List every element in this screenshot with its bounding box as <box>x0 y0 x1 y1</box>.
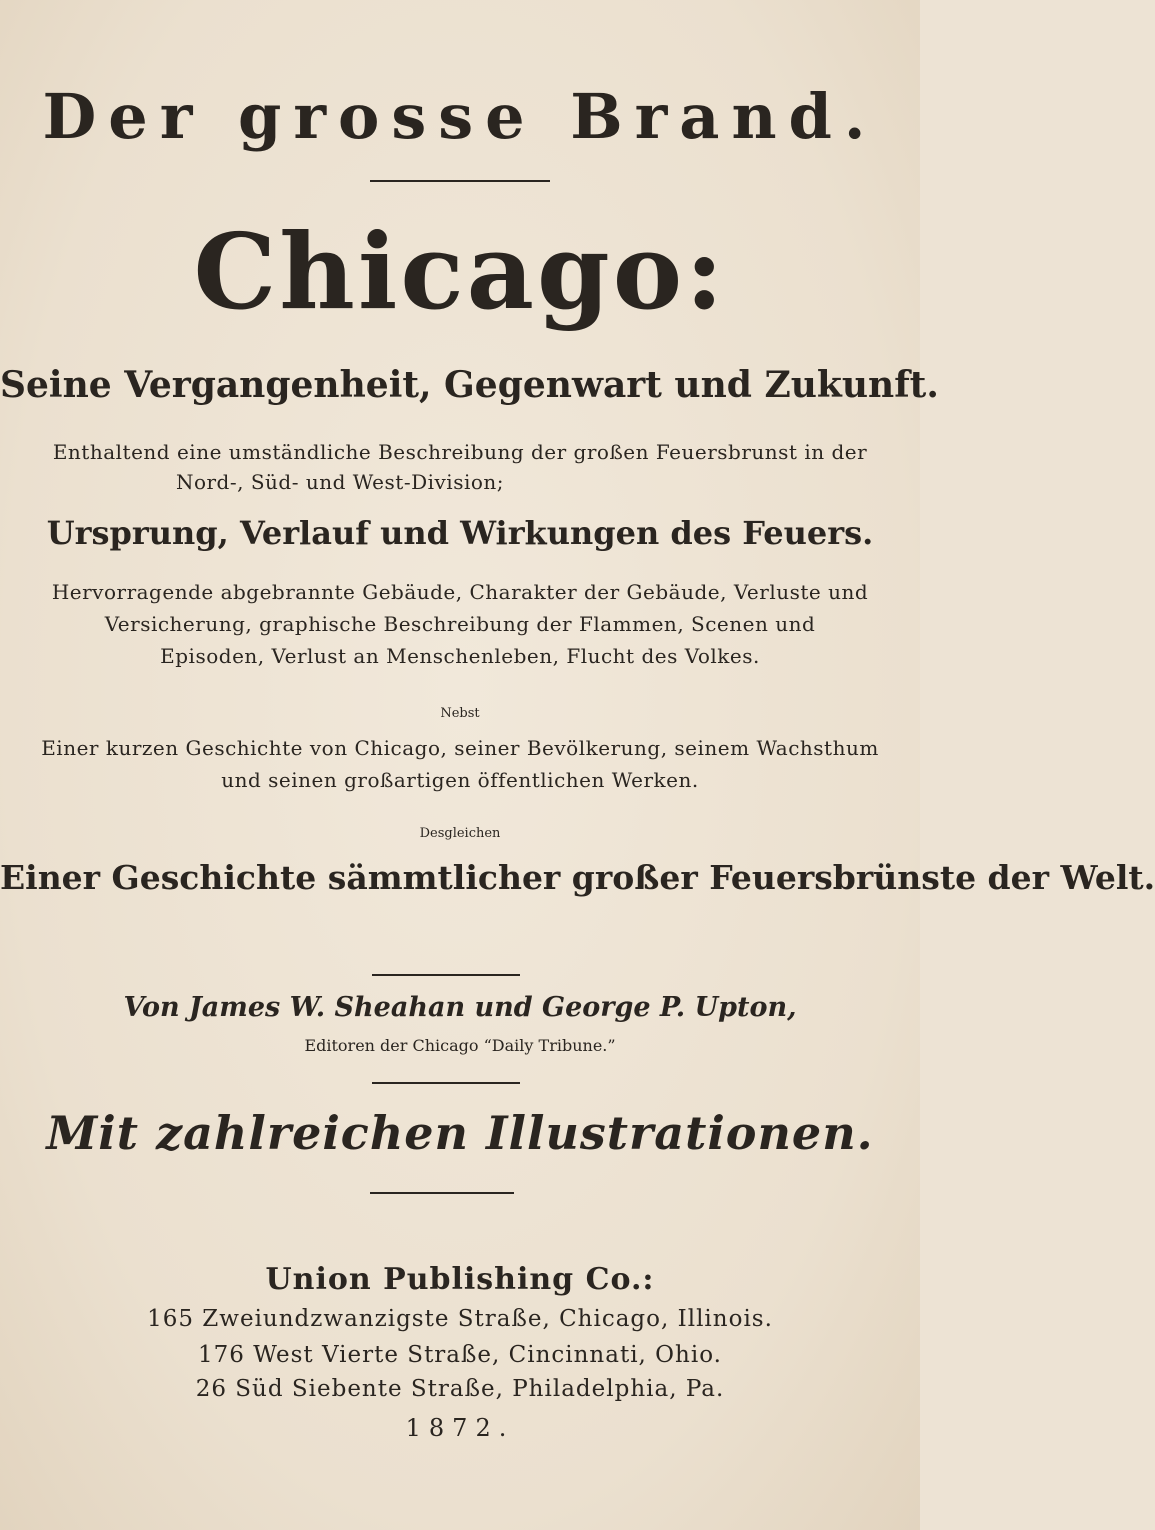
divider-rule <box>372 974 520 976</box>
publisher-address: 26 Süd Siebente Straße, Philadelphia, Pa. <box>195 1376 725 1402</box>
connector-word: Desgleichen <box>419 826 501 841</box>
book-title: Der grosse Brand. <box>42 80 878 153</box>
description-line: Nord-, Süd- und West-Division; <box>175 470 505 494</box>
description-line: Versicherung, graphische Beschreibung der Flammen, Scenen und <box>104 612 816 636</box>
divider-rule <box>370 180 550 182</box>
publisher-address: 165 Zweiundzwanzigste Straße, Chicago, Illinois. <box>147 1306 773 1332</box>
publication-year: 1872. <box>405 1414 515 1442</box>
description-line: Enthaltend eine umständliche Beschreibung der großen Feuersbrunst in der <box>52 440 868 464</box>
section-heading: Ursprung, Verlauf und Wirkungen des Feuers. <box>46 514 874 552</box>
section-heading: Einer Geschichte sämmtlicher großer Feuersbrünste der Welt. <box>0 858 1155 897</box>
illustrations-line: Mit zahlreichen Illustrationen. <box>46 1106 874 1160</box>
description-line: und seinen großartigen öffentlichen Werken. <box>221 768 699 792</box>
description-line: Hervorragende abgebrannte Gebäude, Charakter der Gebäude, Verluste und <box>51 580 869 604</box>
description-line: Episoden, Verlust an Menschenleben, Flucht des Volkes. <box>160 644 760 668</box>
description-line: Einer kurzen Geschichte von Chicago, seiner Bevölkerung, seinem Wachsthum <box>41 736 879 760</box>
publisher-name: Union Publishing Co.: <box>265 1262 655 1297</box>
divider-rule <box>370 1192 514 1194</box>
city-title: Chicago: <box>193 210 727 333</box>
divider-rule <box>372 1082 520 1084</box>
connector-word: Nebst <box>440 706 480 721</box>
authors-line: Von James W. Sheahan und George P. Upton, <box>123 992 797 1023</box>
editors-line: Editoren der Chicago “Daily Tribune.” <box>304 1036 616 1055</box>
subtitle: Seine Vergangenheit, Gegenwart und Zukunft. <box>0 364 939 406</box>
publisher-address: 176 West Vierte Straße, Cincinnati, Ohio. <box>198 1342 722 1368</box>
